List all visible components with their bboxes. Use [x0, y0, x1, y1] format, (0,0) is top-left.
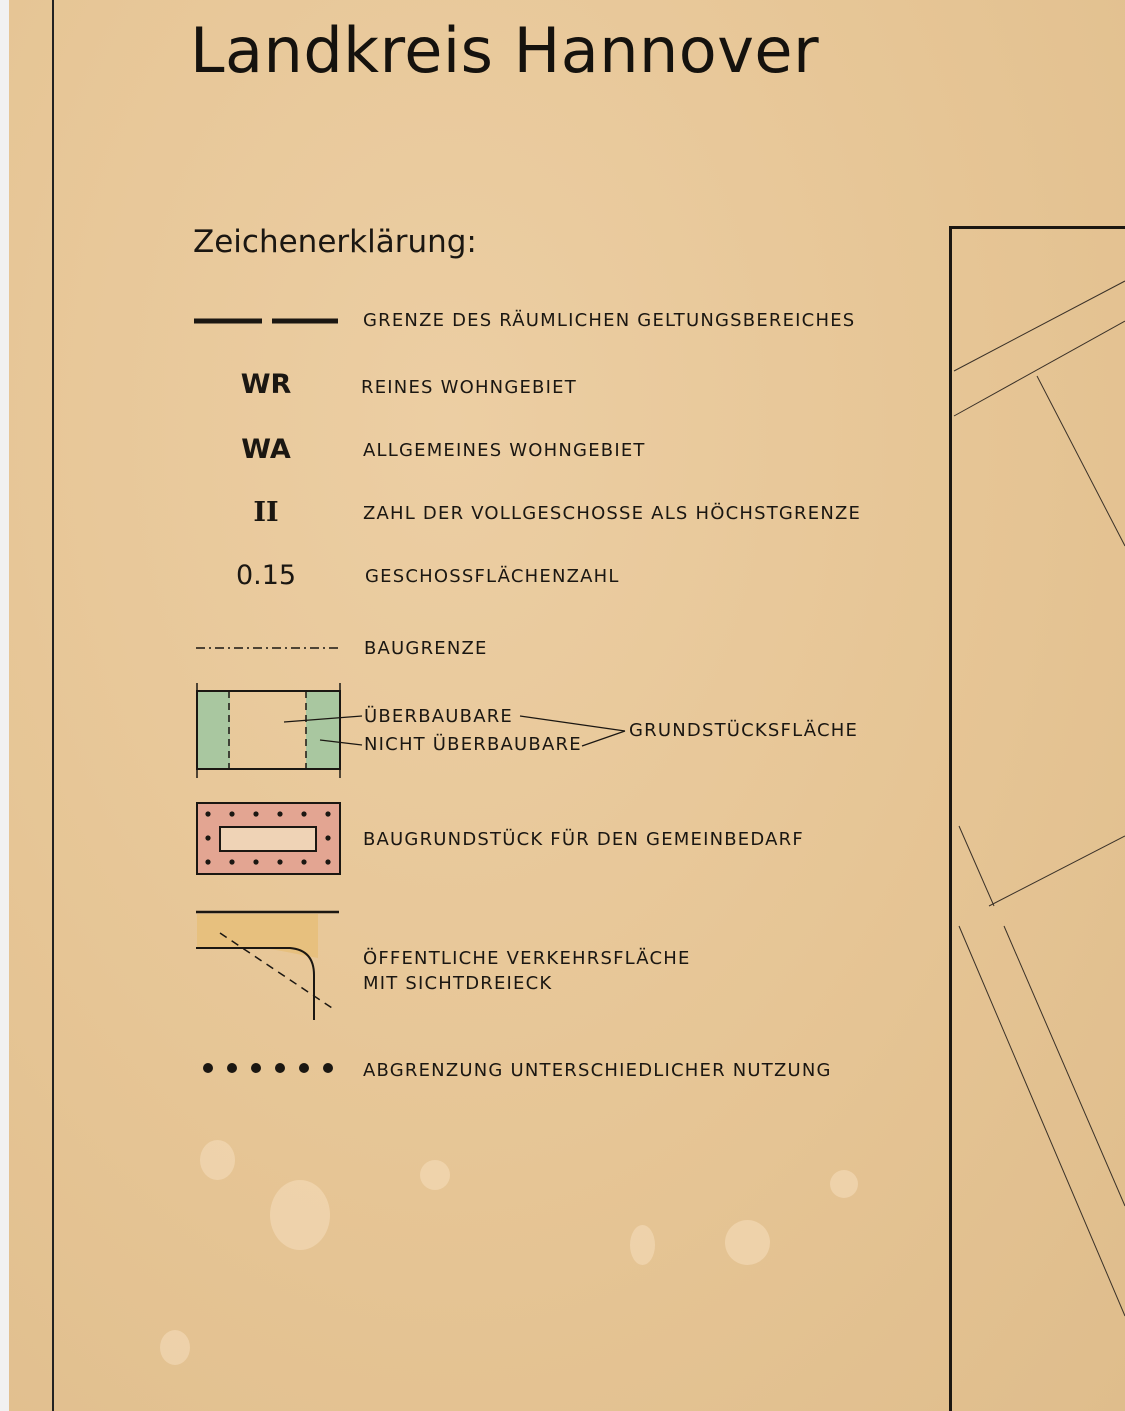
plot-area-label: GRUNDSTÜCKSFLÄCHE — [629, 720, 859, 741]
traffic-area-symbol — [196, 912, 339, 1020]
separation-dots-symbol — [203, 1063, 333, 1073]
floors-label: ZAHL DER VOLLGESCHOSSE ALS HÖCHSTGRENZE — [363, 503, 862, 524]
traffic-label-line2: MIT SICHTDREIECK — [363, 973, 553, 994]
map-excerpt-lines — [949, 226, 1125, 1411]
gfz-label: GESCHOSSFLÄCHENZAHL — [365, 566, 620, 587]
gfz-symbol: 0.15 — [235, 560, 297, 591]
wa-label: ALLGEMEINES WOHNGEBIET — [363, 440, 646, 461]
separation-label: ABGRENZUNG UNTERSCHIEDLICHER NUTZUNG — [363, 1060, 832, 1081]
traffic-label-line1: ÖFFENTLICHE VERKEHRSFLÄCHE — [363, 948, 691, 969]
boundary-label: GRENZE DES RÄUMLICHEN GELTUNGSBEREICHES — [363, 310, 856, 331]
wr-label: REINES WOHNGEBIET — [361, 377, 577, 398]
not-buildable-label: NICHT ÜBERBAUBARE — [364, 734, 582, 755]
legend-heading: Zeichenerklärung: — [193, 224, 477, 260]
baugrenze-label: BAUGRENZE — [364, 638, 488, 659]
wa-symbol: WA — [241, 434, 291, 465]
plan-title: Landkreis Hannover — [190, 14, 820, 87]
public-use-label: BAUGRUNDSTÜCK FÜR DEN GEMEINBEDARF — [363, 829, 804, 850]
plot-area-symbol — [197, 683, 625, 778]
wr-symbol: WR — [240, 369, 292, 400]
public-use-symbol — [197, 803, 340, 874]
floors-symbol: II — [253, 497, 279, 528]
buildable-label: ÜBERBAUBARE — [364, 706, 513, 727]
